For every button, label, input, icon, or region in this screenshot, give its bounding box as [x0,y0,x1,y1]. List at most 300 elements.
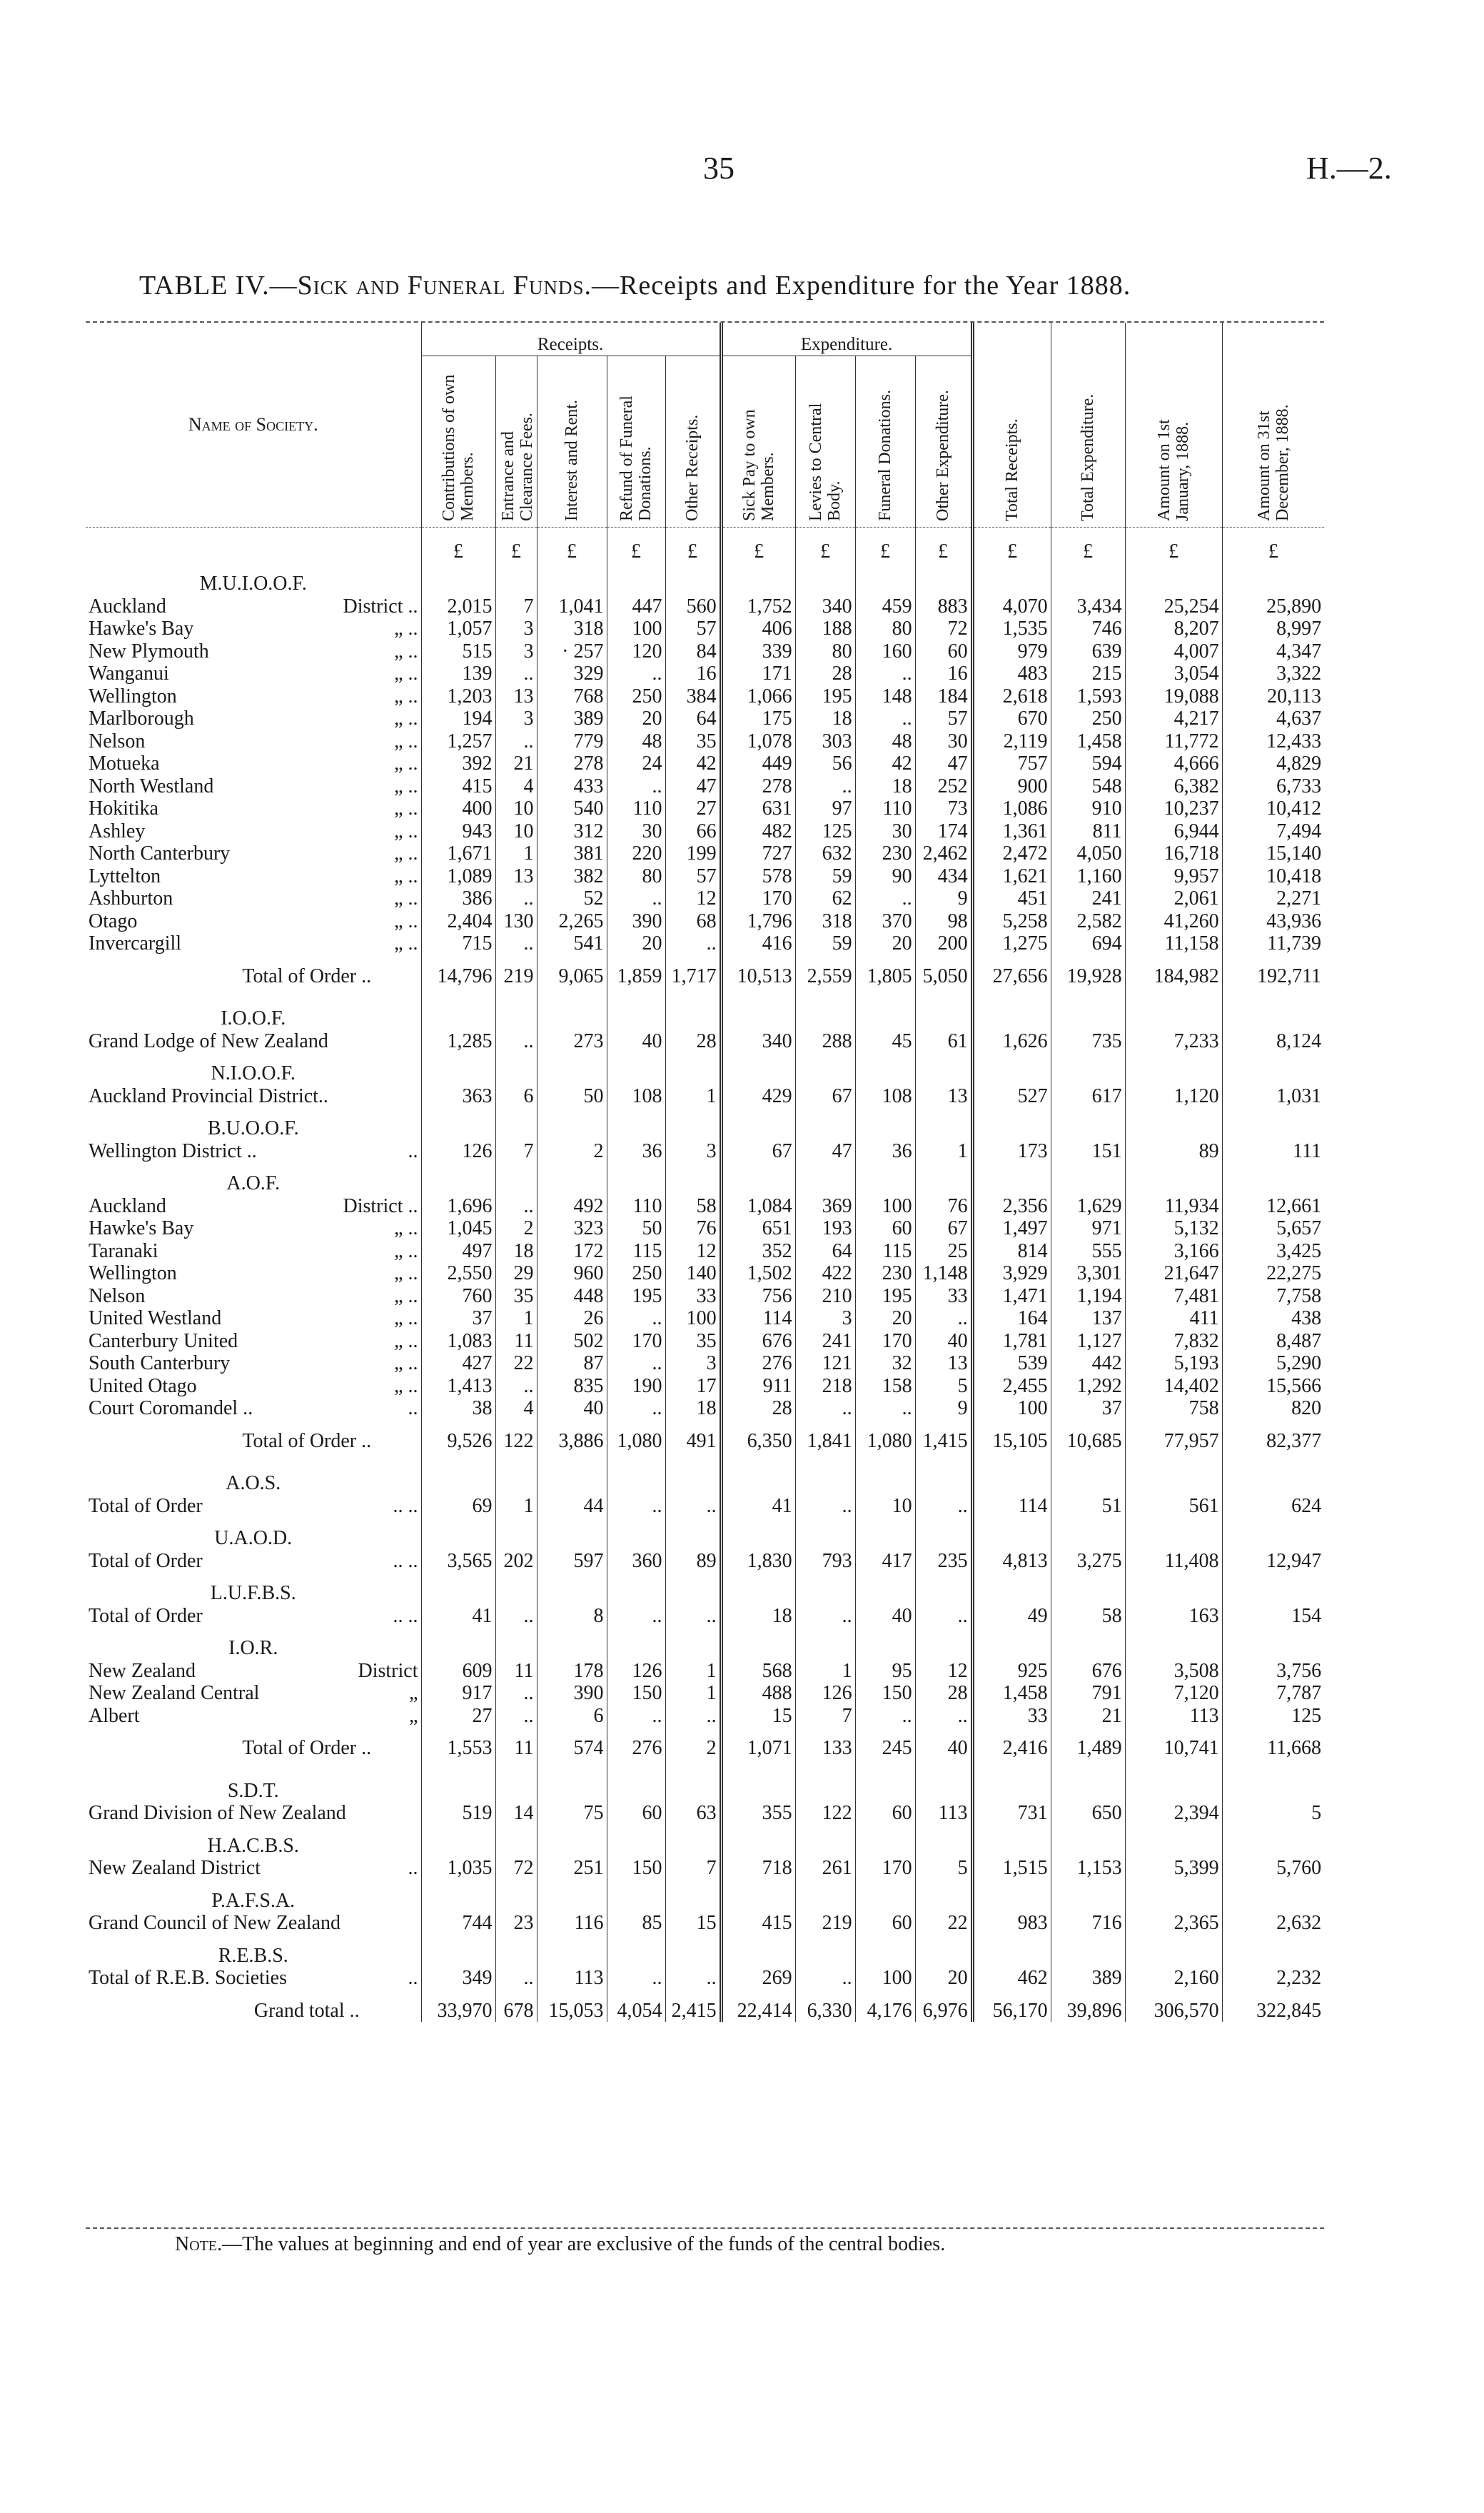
value-cell: 2,061 [1125,887,1222,910]
value-cell: 10,741 [1125,1737,1222,1760]
value-cell: 694 [1051,932,1125,955]
value-cell: 120 [607,640,665,663]
value-cell: .. [495,887,537,910]
value-cell: 568 [721,1660,795,1683]
row-sublabel: „ .. [394,865,418,887]
value-cell: 1,035 [421,1857,495,1880]
value-cell: 40 [537,1397,607,1420]
unit-cell: £ [855,527,915,563]
value-cell: .. [607,887,665,910]
value-cell: 164 [972,1307,1051,1330]
value-cell: 60 [607,1802,665,1825]
value-cell: 756 [721,1285,795,1308]
value-cell: 5,132 [1125,1217,1222,1240]
value-cell: 1 [495,842,537,865]
value-cell: 8,207 [1125,618,1222,640]
value-cell: 1,626 [972,1030,1051,1053]
value-cell: 7 [795,1705,855,1728]
value-cell: 8 [537,1605,607,1628]
row-label: North Westland [89,775,214,797]
value-cell: 6,330 [795,2000,855,2023]
value-cell: 97 [795,797,855,820]
row-sublabel: „ .. [394,663,418,685]
value-cell: 172 [537,1240,607,1263]
value-cell: 11,158 [1125,932,1222,955]
value-cell: 89 [665,1550,721,1573]
col-header-amount-31st-december: Amount on 31st December, 1888. [1222,323,1324,527]
table-row [86,1705,1324,1728]
value-cell: 492 [537,1195,607,1218]
table-row [86,730,1324,753]
value-cell: 288 [795,1030,855,1053]
value-cell: 670 [972,707,1051,730]
row-sublabel: .. .. [393,1494,418,1517]
value-cell: 170 [721,887,795,910]
value-cell: 483 [972,663,1051,685]
col-header-other-receipts: Other Receipts. [665,356,721,528]
row-sublabel: „ .. [394,842,418,865]
value-cell: 3,275 [1051,1550,1125,1573]
value-cell: 609 [421,1660,495,1683]
table-body [86,527,1324,2022]
value-cell: 4,176 [855,2000,915,2023]
value-cell: 50 [607,1217,665,1240]
value-cell: .. [915,1705,972,1728]
value-cell: 4,217 [1125,707,1222,730]
value-cell: 2 [665,1737,721,1760]
value-cell: 1,120 [1125,1085,1222,1108]
row-sublabel: District [358,1659,418,1682]
value-cell: 406 [721,618,795,640]
value-cell: 2,618 [972,685,1051,708]
value-cell: 370 [855,910,915,933]
unit-cell: £ [1222,527,1324,563]
value-cell: 160 [855,640,915,663]
value-cell: 1,292 [1051,1375,1125,1398]
value-cell: .. [495,1967,537,1990]
value-cell: 193 [795,1217,855,1240]
value-cell: 363 [421,1085,495,1108]
value-cell: 90 [855,865,915,888]
value-cell: 349 [421,1967,495,1990]
value-cell: 110 [607,1195,665,1218]
value-cell: 30 [607,820,665,843]
row-label: Total of Order .. [242,1429,372,1452]
row-label: Grand total .. [253,1999,360,2022]
section-heading: S.D.T. [227,1779,279,1802]
value-cell: 1,515 [972,1857,1051,1880]
value-cell: 40 [915,1737,972,1760]
value-cell: 68 [665,910,721,933]
value-cell: 3,434 [1051,595,1125,618]
value-cell: 150 [855,1682,915,1705]
value-cell: 676 [721,1330,795,1353]
value-cell: 98 [915,910,972,933]
row-sublabel: „ .. [394,1307,418,1329]
document-reference: H.—2. [1306,151,1392,186]
value-cell: 442 [1051,1352,1125,1375]
value-cell: 427 [421,1352,495,1375]
value-cell: 13 [915,1352,972,1375]
value-cell: 62 [795,887,855,910]
table-row [86,1660,1324,1683]
value-cell: 14,402 [1125,1375,1222,1398]
value-cell: 37 [1051,1397,1125,1420]
value-cell: 61 [915,1030,972,1053]
row-label: Wellington District .. [89,1139,257,1162]
value-cell: 82,377 [1222,1430,1324,1453]
row-label: Total of Order [89,1604,203,1627]
value-cell: 459 [855,595,915,618]
value-cell: 6,733 [1222,775,1324,798]
section-heading: B.U.O.O.F. [207,1117,299,1139]
table-row [86,663,1324,685]
value-cell: 210 [795,1285,855,1308]
value-cell: 56 [795,752,855,775]
value-cell: 278 [537,752,607,775]
col-header-levies: Levies to Central Body. [795,356,855,528]
value-cell: 4,070 [972,595,1051,618]
value-cell: .. [607,1397,665,1420]
value-cell: 1 [665,1682,721,1705]
value-cell: 1,629 [1051,1195,1125,1218]
value-cell: 1,796 [721,910,795,933]
section-heading: P.A.F.S.A. [211,1889,296,1912]
value-cell: 60 [855,1912,915,1935]
value-cell: 250 [1051,707,1125,730]
value-cell: 578 [721,865,795,888]
value-cell: 40 [855,1605,915,1628]
table-row [86,865,1324,888]
value-cell: 2 [537,1140,607,1163]
value-cell: 631 [721,797,795,820]
total-row [86,1430,1324,1453]
value-cell: 22,414 [721,2000,795,2023]
value-cell: 110 [607,797,665,820]
value-cell: 108 [855,1085,915,1108]
value-cell: 1,830 [721,1550,795,1573]
value-cell: 3,565 [421,1550,495,1573]
value-cell: 202 [495,1550,537,1573]
value-cell: .. [607,1495,665,1518]
row-label: Total of R.E.B. Societies [89,1967,288,1989]
value-cell: .. [855,663,915,685]
value-cell: 178 [537,1660,607,1683]
value-cell: .. [665,932,721,955]
unit-cell: £ [972,527,1051,563]
value-cell: 4,054 [607,2000,665,2023]
value-cell: 451 [972,887,1051,910]
row-sublabel: „ .. [394,1262,418,1284]
value-cell: 744 [421,1912,495,1935]
value-cell: 126 [421,1140,495,1163]
row-label: Wellington [89,685,177,707]
value-cell: 100 [665,1307,721,1330]
value-cell: 9,065 [537,965,607,988]
value-cell: 170 [855,1857,915,1880]
value-cell: 27 [421,1705,495,1728]
row-label: Nelson [89,730,146,752]
value-cell: 2,015 [421,595,495,618]
value-cell: 48 [607,730,665,753]
value-cell: 715 [421,932,495,955]
value-cell: 2,455 [972,1375,1051,1398]
value-cell: 30 [915,730,972,753]
value-cell: 251 [537,1857,607,1880]
value-cell: 116 [537,1912,607,1935]
value-cell: 11 [495,1330,537,1353]
value-cell: 497 [421,1240,495,1263]
value-cell: .. [795,1605,855,1628]
row-label: North Canterbury [89,842,231,865]
note-text: —The values at beginning and end of year are exclusive of the funds of the central bodies. [222,2233,946,2255]
value-cell: 114 [721,1307,795,1330]
row-sublabel: „ [409,1682,418,1704]
value-cell: 731 [972,1802,1051,1825]
table-row [86,1285,1324,1308]
value-cell: 4,637 [1222,707,1324,730]
col-header-other-expenditure: Other Expenditure. [915,356,972,528]
value-cell: 1 [665,1085,721,1108]
value-cell: 36 [607,1140,665,1163]
table-row [86,1682,1324,1705]
value-cell: 1,361 [972,820,1051,843]
section-heading-row [86,1052,1324,1085]
value-cell: 115 [607,1240,665,1263]
unit-cell: £ [421,527,495,563]
value-cell: 163 [1125,1605,1222,1628]
value-cell: 16 [915,663,972,685]
value-cell: 151 [1051,1140,1125,1163]
value-cell: 230 [855,1262,915,1285]
row-label: Grand Council of New Zealand [89,1912,340,1934]
value-cell: 18 [721,1605,795,1628]
value-cell: 80 [855,618,915,640]
value-cell: 66 [665,820,721,843]
value-cell: 60 [915,640,972,663]
value-cell: 250 [607,1262,665,1285]
value-cell: 462 [972,1967,1051,1990]
value-cell: 1,031 [1222,1085,1324,1108]
value-cell: 7,233 [1125,1030,1222,1053]
value-cell: 42 [665,752,721,775]
value-cell: 126 [607,1660,665,1683]
value-cell: 2,160 [1125,1967,1222,1990]
value-cell: 67 [795,1085,855,1108]
value-cell: 100 [855,1195,915,1218]
value-cell: 35 [495,1285,537,1308]
value-cell: .. [795,1967,855,1990]
value-cell: 60 [855,1217,915,1240]
row-label: Taranaki [89,1239,158,1262]
value-cell: .. [495,1375,537,1398]
value-cell: 1,535 [972,618,1051,640]
value-cell: 41 [721,1495,795,1518]
value-cell: 447 [607,595,665,618]
value-cell: 121 [795,1352,855,1375]
value-cell: 1,752 [721,595,795,618]
unit-cell: £ [665,527,721,563]
value-cell: 5 [1222,1802,1324,1825]
value-cell: 11,772 [1125,730,1222,753]
value-cell: 3 [495,640,537,663]
value-cell: 1,071 [721,1737,795,1760]
value-cell: 5,657 [1222,1217,1324,1240]
row-sublabel: „ .. [394,1329,418,1352]
value-cell: 9,957 [1125,865,1222,888]
value-cell: 57 [665,865,721,888]
value-cell: 6,944 [1125,820,1222,843]
value-cell: 15,566 [1222,1375,1324,1398]
value-cell: 25,890 [1222,595,1324,618]
value-cell: .. [665,1495,721,1518]
value-cell: · 257 [537,640,607,663]
value-cell: 597 [537,1550,607,1573]
unit-cell: £ [495,527,537,563]
value-cell: 678 [495,2000,537,2023]
value-cell: 1,041 [537,595,607,618]
value-cell: 340 [795,595,855,618]
value-cell: 1,621 [972,865,1051,888]
value-cell: 4 [495,775,537,798]
value-cell: 1,413 [421,1375,495,1398]
value-cell: 14 [495,1802,537,1825]
table-row [86,1967,1324,1990]
value-cell: 40 [915,1330,972,1353]
value-cell: 115 [855,1240,915,1263]
unit-cell: £ [537,527,607,563]
value-cell: 3 [495,618,537,640]
row-label: Wellington [89,1262,177,1284]
value-cell: 47 [915,752,972,775]
value-cell: 20,113 [1222,685,1324,708]
value-cell: 369 [795,1195,855,1218]
value-cell: 561 [1125,1495,1222,1518]
col-header-sick-pay: Sick Pay to own Members. [721,356,795,528]
value-cell: 37 [421,1307,495,1330]
value-cell: 20 [855,1307,915,1330]
value-cell: 760 [421,1285,495,1308]
col-header-refund-funeral: Refund of Funeral Donations. [607,356,665,528]
section-heading-row [86,1880,1324,1913]
value-cell: 11,408 [1125,1550,1222,1573]
value-cell: 39,896 [1051,2000,1125,2023]
value-cell: 170 [855,1330,915,1353]
value-cell: 13 [495,865,537,888]
value-cell: 241 [795,1330,855,1353]
value-cell: 175 [721,707,795,730]
value-cell: 11,668 [1222,1737,1324,1760]
value-cell: .. [495,1705,537,1728]
value-cell: 746 [1051,618,1125,640]
value-cell: 4,007 [1125,640,1222,663]
value-cell: 2,271 [1222,887,1324,910]
value-cell: 352 [721,1240,795,1263]
value-cell: 1,805 [855,965,915,988]
value-cell: 1,203 [421,685,495,708]
value-cell: 560 [665,595,721,618]
value-cell: 171 [721,663,795,685]
value-cell: 1,458 [1051,730,1125,753]
value-cell: 20 [915,1967,972,1990]
value-cell: 400 [421,797,495,820]
value-cell: 2,416 [972,1737,1051,1760]
value-cell: 1,257 [421,730,495,753]
value-cell: 515 [421,640,495,663]
row-sublabel: „ .. [394,932,418,955]
value-cell: 30 [855,820,915,843]
value-cell: 20 [855,932,915,955]
value-cell: 184 [915,685,972,708]
value-cell: 1,194 [1051,1285,1125,1308]
value-cell: 7,787 [1222,1682,1324,1705]
unit-row [86,527,1324,563]
value-cell: 429 [721,1085,795,1108]
value-cell: 1,148 [915,1262,972,1285]
value-cell: 10,412 [1222,797,1324,820]
table-row [86,595,1324,618]
bottom-rule [86,2227,1324,2229]
value-cell: 758 [1125,1397,1222,1420]
row-sublabel: „ .. [394,730,418,752]
value-cell: 190 [607,1375,665,1398]
col-header-funeral-donations: Funeral Donations. [855,356,915,528]
value-cell: 3,054 [1125,663,1222,685]
row-label: South Canterbury [89,1352,231,1374]
value-cell: 527 [972,1085,1051,1108]
value-cell: 35 [665,730,721,753]
value-cell: 52 [537,887,607,910]
value-cell: 72 [495,1857,537,1880]
row-label: Total of Order .. [242,1737,372,1759]
value-cell: 130 [495,910,537,933]
value-cell: 10 [855,1495,915,1518]
value-cell: 10 [495,820,537,843]
value-cell: .. [495,1195,537,1218]
row-label: New Zealand Central [89,1682,260,1704]
value-cell: 7 [665,1857,721,1880]
value-cell: 4,829 [1222,752,1324,775]
section-heading-row [86,1107,1324,1140]
value-cell: 3,929 [972,1262,1051,1285]
value-cell: 11 [495,1737,537,1760]
value-cell: 6,976 [915,2000,972,2023]
value-cell: 58 [1051,1605,1125,1628]
value-cell: 417 [855,1550,915,1573]
col-header-interest-rent: Interest and Rent. [537,356,607,528]
table-row [86,618,1324,640]
value-cell: 1,160 [1051,865,1125,888]
row-sublabel: .. [408,1967,418,1989]
row-sublabel: „ .. [394,752,418,775]
value-cell: 716 [1051,1912,1125,1935]
value-cell: 10 [495,797,537,820]
table-title [139,270,1131,301]
table-row [86,1802,1324,1825]
value-cell: 306,570 [1125,2000,1222,2023]
row-label: Ashley [89,820,146,842]
value-cell: 173 [972,1140,1051,1163]
table-row [86,797,1324,820]
value-cell: 2,632 [1222,1912,1324,1935]
value-cell: 624 [1222,1495,1324,1518]
value-cell: .. [495,730,537,753]
row-sublabel: .. [408,1857,418,1879]
unit-cell: £ [721,527,795,563]
value-cell: 1,057 [421,618,495,640]
value-cell: 1,066 [721,685,795,708]
row-label: Albert [89,1704,140,1727]
